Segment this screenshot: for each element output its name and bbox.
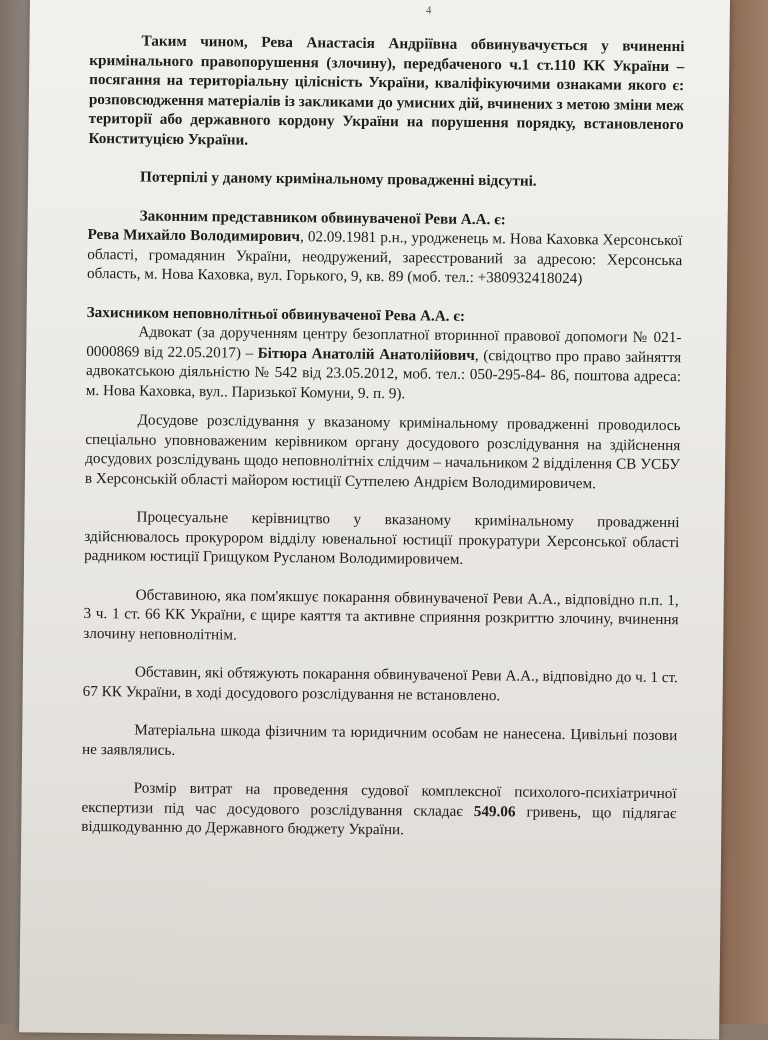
expenses-text-b: гривень, що підлягає відшкодуванню до Державного бюджету України. xyxy=(81,802,677,839)
defender-details-b: , (свідоцтво про право зайняття адвокатською діяльністю № 542 від 23.05.2012, моб. тел.: 050-295-84- 86, поштова адреса: м. Нова Каховка, вул.. Паризької Комуни, 9. п. 9). xyxy=(85,346,682,402)
paragraph-charge: Таким чином, Рева Анастасія Андріївна обвинувачується у вчиненні кримінального правопорушення (злочину), передбаченого ч.1 ст.110 КК України – посягання на територіальну цілісність України, кваліфікуючими ознаками якого є: розповсюдження матеріалів із закликами до умисних дій, вчинених з метою зміни меж території або державного кордону України на порушення порядку, встановленого Конституцією України. xyxy=(88,32,685,149)
paragraph-aggravating: Обставин, які обтяжують покарання обвинуваченої Реви А.А., відповідно до ч. 1 ст. 67 КК України, в ході досудового розслідування не встановлено. xyxy=(82,663,678,704)
page-number: 4 xyxy=(425,4,432,17)
document-body xyxy=(81,31,684,843)
representative-name: Рева Михайло Володимирович xyxy=(87,225,301,246)
defender-name: Бітюра Анатолій Анатолійович xyxy=(257,344,476,364)
document-page xyxy=(19,0,730,1040)
paragraph-victims: Потерпілі у даному кримінальному провадженні відсутні. xyxy=(140,168,537,190)
paragraph-expenses xyxy=(81,778,677,843)
paragraph-prosecution: Процесуальне керівництво у вказаному кримінальному провадженні здійснювалось прокурором відділу ювенальної юстиції прокуратури Херсонської області радником юстиції Грищуком Русланом Володимировичем. xyxy=(84,508,680,568)
paragraph-defender-heading: Захисником неповнолітньої обвинуваченої Рева А.А. є: xyxy=(86,303,466,325)
paragraph-mitigating: Обставиною, яка пом'якшує покарання обвинуваченої Реви А.А., відповідно п.п. 1, 3 ч. 1 ст. 66 КК України, є щире каяття та активне сприяння розкриттю злочину, вчинення злочину неповнолітнім. xyxy=(83,585,679,644)
paragraph-representative xyxy=(87,225,683,290)
expenses-text-a: Розмір витрат на проведення судової комплексної психолого-психіатричної експертизи під час досудового розслідування складає xyxy=(81,779,677,820)
paragraph-representative-heading: Законним представником обвинуваченої Реви А.А. є: xyxy=(139,206,506,228)
defender-details-a: Адвокат (за дорученням центру безоплатної вторинної правової допомоги № 021-0000869 від 22.05.2017) – xyxy=(86,323,682,362)
paragraph-defender xyxy=(86,322,682,406)
representative-details: , 02.09.1981 р.н., уродженець м. Нова Каховка Херсонської області, громадянин України, неодружений, зареєстрований за адресою: Херсонська область, м. Нова Каховка, вул. Горького, 9, кв. 89 (моб. тел.: +380932418024) xyxy=(86,228,683,288)
paragraph-damages: Матеріальна шкода фізичним та юридичним особам не нанесена. Цивільні позови не заявлялись. xyxy=(82,721,678,759)
paragraph-investigation: Досудове розслідування у вказаному кримінальному провадженні проводилось спеціально уповноваженим керівником органу досудового розслідування на здійснення досудових розслідувань щодо неповнолітніх слідчим – начальником 2 відділення СВ УСБУ в Херсонській області майором юстиції Сутпелею Андрієм Володимировичем. xyxy=(84,411,681,492)
expenses-amount: 549.06 xyxy=(473,802,516,820)
